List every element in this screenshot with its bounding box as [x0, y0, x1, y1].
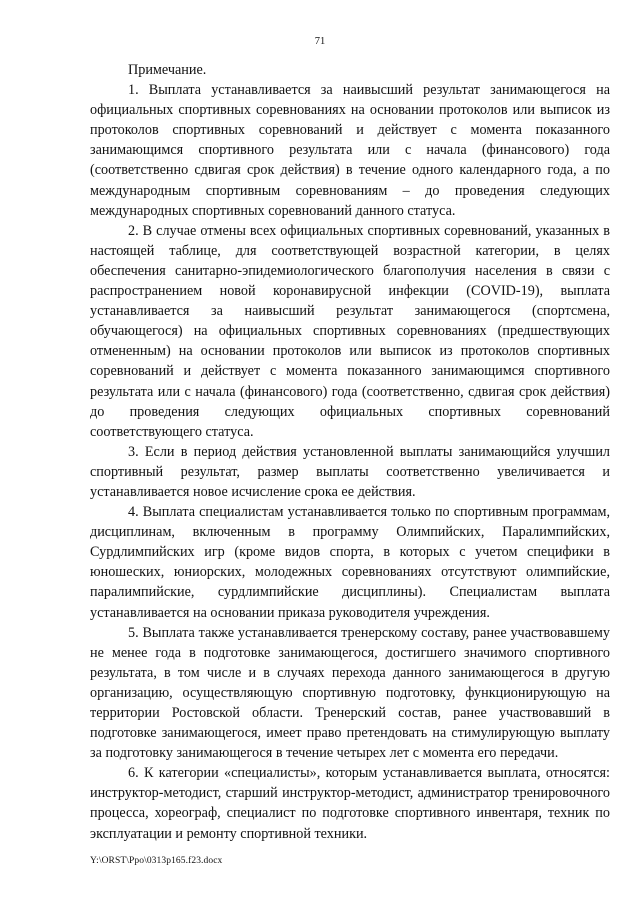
document-body [90, 60, 610, 844]
page-number: 71 [314, 36, 326, 47]
paragraph-6: 6. К категории «специалисты», которым устанавливается выплата, относятся: инструктор-методист, старший инструктор-методист, администратор тренировочного процесса, хореограф, специалист по подготовке спортивного инвентаря, техник по эксплуатации и ремонту спортивной техники. [90, 765, 610, 842]
paragraph-4: 4. Выплата специалистам устанавливается только по спортивным программам, дисциплинам, включенным в программу Олимпийских, Паралимпийских, Сурдлимпийских игр (кроме видов спорта, в которых с учетом специфики в юношеских, юниорских, молодежных соревнованиях отсутствуют олимпийские, паралимпийские, сурдлимпийские дисциплины). Специалистам выплата устанавливается на основании приказа руководителя учреждения. [90, 504, 610, 621]
paragraph-5: 5. Выплата также устанавливается тренерскому составу, ранее участвовавшему не менее года в подготовке занимающегося, достигшего значимого спортивного результата, в том числе и в случаях перехода данного занимающегося в другую организацию, осуществляющую спортивную подготовку, функционирующую на территории Ростовской области. Тренерский состав, ранее участвовавший в подготовке занимающегося, имеет право претендовать на стимулирующую выплату за подготовку занимающегося в течение четырех лет с момента его передачи. [90, 624, 610, 762]
paragraph-2: 2. В случае отмены всех официальных спортивных соревнований, указанных в настоящей таблице, для соответствующей возрастной категории, в целях обеспечения санитарно-эпидемиологического благополучия населения в связи с распространением новой коронавирусной инфекции (COVID-19), выплата устанавливается за наивысший результат занимающегося (спортсмена, обучающегося) на официальных спортивных соревнованиях (предшествующих отмененным) на основании протоколов или выписок из протоколов спортивных соревнований и действует с момента показанного занимающимся спортивного результата или с начала (финансового) года (соответственно, сдвигая срок действия) до проведения следующих официальных спортивных соревнований соответствующего статуса. [90, 222, 610, 440]
note-heading: Примечание. [128, 62, 207, 78]
paragraph-1: 1. Выплата устанавливается за наивысший результат занимающегося на официальных спортивных соревнованиях на основании протоколов или выписок из протоколов спортивных соревнований и действует с момента показанного занимающимся спортивного результата или с начала (финансового) года (соответственно сдвигая срок действия) в течение одного календарного года, а по международным спортивным соревнованиям – до проведения следующих международных спортивных соревнований данного статуса. [90, 82, 610, 219]
paragraph-3: 3. Если в период действия установленной выплаты занимающийся улучшил спортивный результат, размер выплаты соответственно увеличивается и устанавливается новое исчисление срока ее действия. [90, 443, 610, 500]
footer-file-path: Y:\ORST\Ppo\0313p165.f23.docx [90, 856, 223, 866]
